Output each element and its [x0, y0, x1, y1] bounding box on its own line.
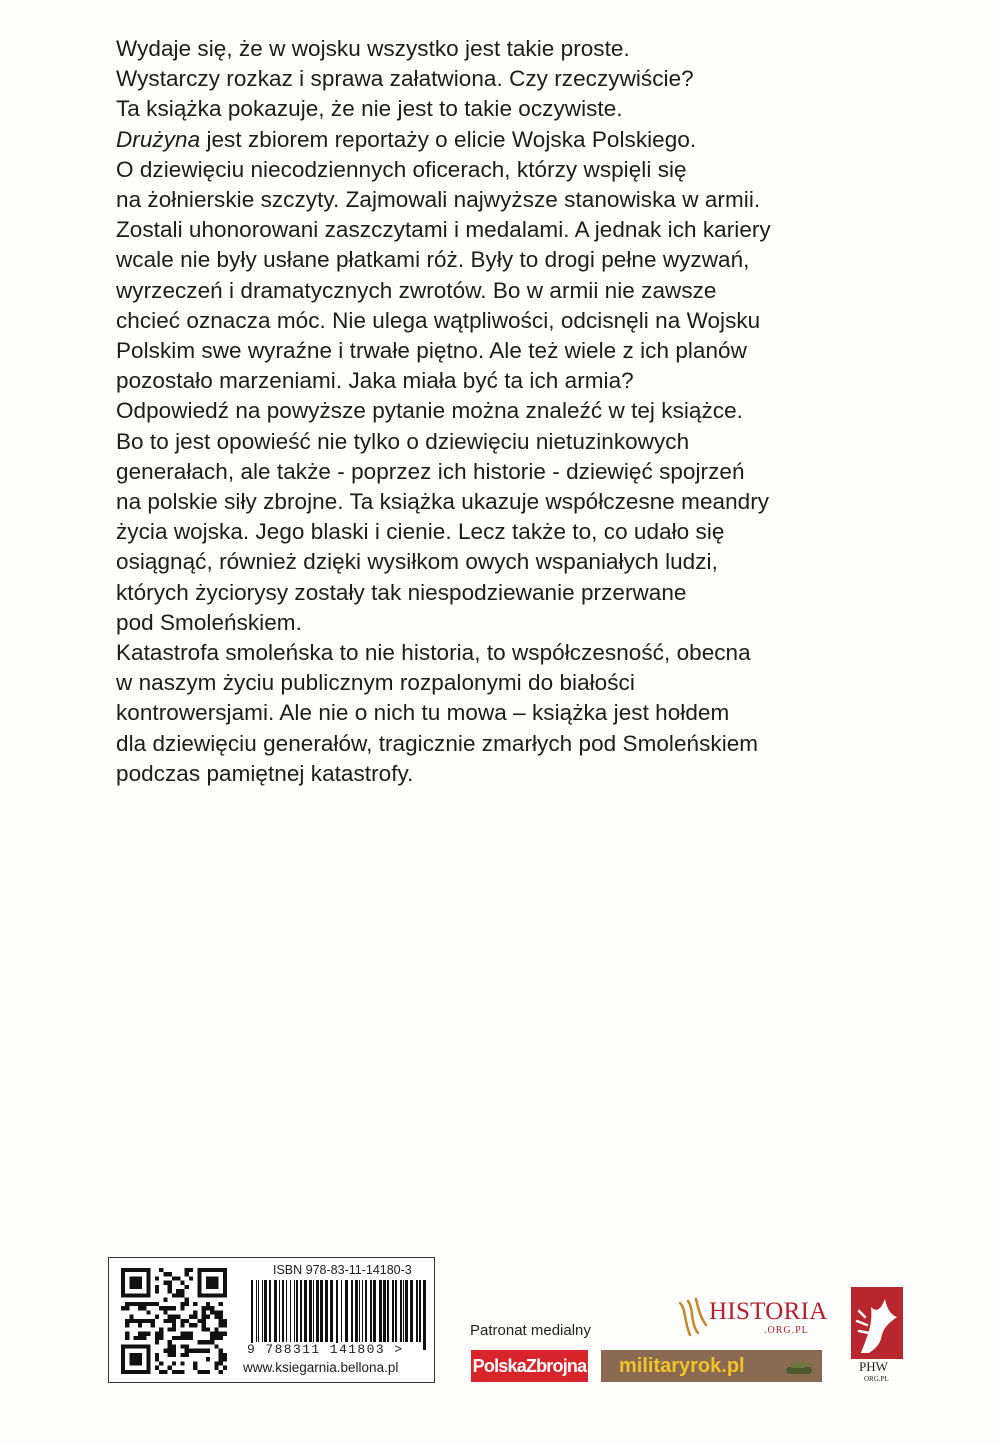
blurb-line: pozostało marzeniami. Jaka miała być ta ich armia?	[116, 368, 634, 394]
blurb-line: Bo to jest opowieść nie tylko o dziewięciu nietuzinkowych	[116, 428, 690, 454]
blurb-line-rest: jest zbiorem reportaży o elicie Wojska Polskiego.	[200, 126, 697, 152]
book-title: Drużyna	[116, 126, 201, 152]
blurb-line: Wydaje się, że w wojsku wszystko jest takie proste.	[116, 36, 630, 61]
military-logo	[601, 1350, 822, 1382]
media-patronage-label: Patronat medialny	[470, 1322, 591, 1339]
tank-icon	[784, 1356, 814, 1376]
blurb-line: wcale nie były usłane płatkami róż. Były to drogi pełne wyzwań,	[116, 247, 750, 273]
blurb-line: Ta książka pokazuje, że nie jest to takie oczywiste.	[116, 96, 623, 122]
ean-barcode-icon	[249, 1280, 429, 1350]
blurb-line: Wystarczy rozkaz i sprawa załatwiona. Czy rzeczywiście?	[116, 66, 694, 92]
blurb-line: życia wojska. Jego blaski i cienie. Lecz także to, co udało się	[116, 519, 725, 545]
blurb-line: osiągnąć, również dzięki wysiłkom owych wspaniałych ludzi,	[116, 549, 718, 575]
blurb-line: Odpowiedź na powyższe pytanie można znaleźć w tej książce.	[116, 398, 743, 424]
phw-label: PHW	[859, 1359, 888, 1374]
blurb-line: dla dziewięciu generałów, tragicznie zmarłych pod Smoleńskiem	[116, 730, 759, 756]
blurb-line: generałach, ale także - poprzez ich historie - dziewięć spojrzeń	[116, 458, 745, 484]
blurb-line-title	[116, 125, 876, 155]
blurb-line: których życiorysy zostały tak niespodziewanie przerwane	[116, 579, 687, 605]
historia-domain: .ORG.PL	[764, 1325, 809, 1336]
historia-logo-icon	[676, 1295, 712, 1339]
phw-emblem	[851, 1287, 903, 1359]
blurb-line: pod Smoleńskiem.	[116, 609, 302, 635]
blurb-line: chcieć oznacza móc. Nie ulega wątpliwości, odcisnęli na Wojsku	[116, 307, 761, 333]
barcode-digits: 9 788311 141803 >	[247, 1342, 404, 1357]
blurb-line: podczas pamiętnej katastrofy.	[116, 760, 414, 786]
blurb-line: O dziewięciu niecodziennych oficerach, którzy wspięli się	[116, 156, 687, 182]
blurb-line: Polskim swe wyraźne i trwałe piętno. Ale też wiele z ich planów	[116, 338, 747, 364]
phw-domain: ORG.PL	[864, 1375, 889, 1383]
blurb-line: Katastrofa smoleńska to nie historia, to współczesność, obecna	[116, 640, 751, 666]
phw-logo	[847, 1287, 907, 1391]
isbn-label: ISBN 978-83-11-14180-3	[273, 1263, 412, 1277]
historia-name: HISTORIA	[709, 1298, 828, 1325]
barcode-panel	[108, 1257, 435, 1383]
phw-eagle-logo-icon	[851, 1287, 903, 1359]
polska-zbrojna-logo: PolskaZbrojna	[471, 1350, 588, 1382]
military-logo-text: militaryrok.pl	[619, 1355, 745, 1377]
blurb-line: na polskie siły zbrojne. Ta książka ukazuje współczesne meandry	[116, 489, 770, 515]
qr-code-icon[interactable]	[121, 1268, 227, 1374]
blurb-text	[116, 34, 876, 789]
blurb-line: Zostali uhonorowani zaszczytami i medalami. A jednak ich kariery	[116, 217, 771, 243]
website-link[interactable]: www.ksiegarnia.bellona.pl	[243, 1360, 399, 1375]
blurb-line: na żołnierskie szczyty. Zajmowali najwyższe stanowiska w armii.	[116, 187, 761, 213]
blurb-line: w naszym życiu publicznym rozpalonymi do białości	[116, 670, 635, 696]
blurb-line: wyrzeczeń i dramatycznych zwrotów. Bo w armii nie zawsze	[116, 277, 717, 303]
historia-logo	[676, 1295, 836, 1343]
blurb-line: kontrowersjami. Ale nie o nich tu mowa – książka jest hołdem	[116, 700, 730, 726]
